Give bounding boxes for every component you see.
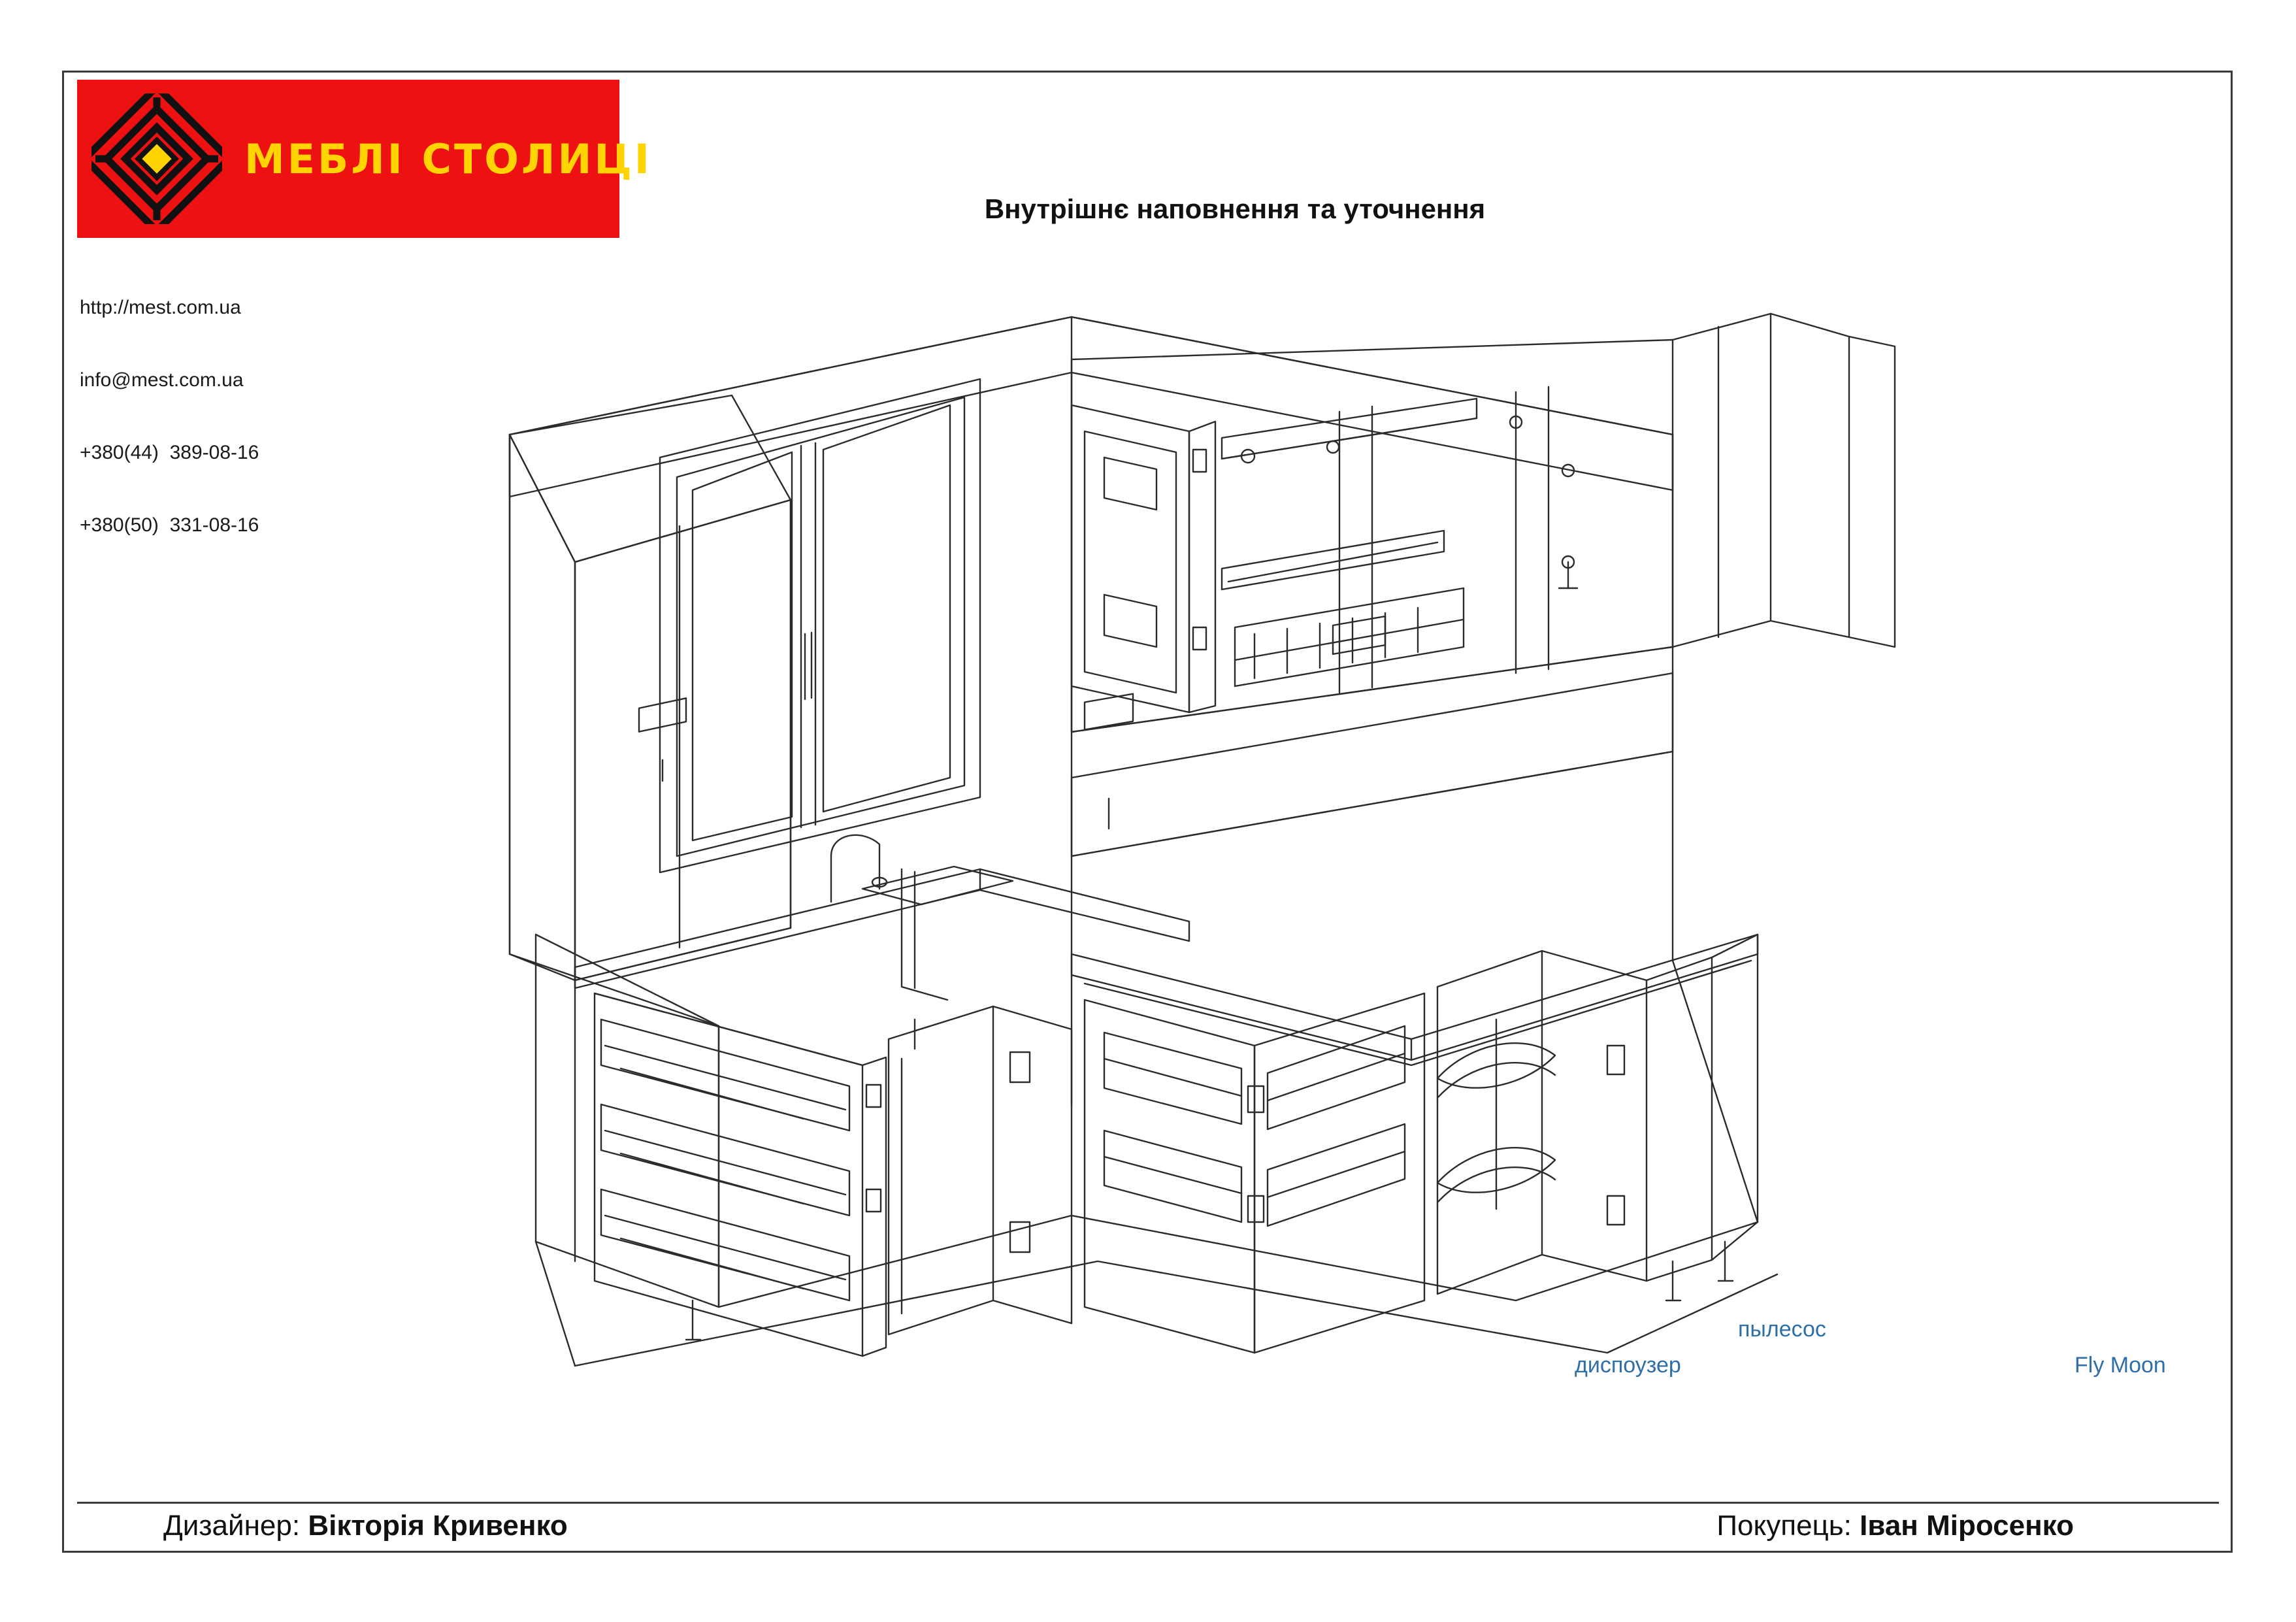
customer-label: Покупець: (1716, 1510, 1852, 1542)
designer-label: Дизайнер: (163, 1510, 301, 1542)
company-contacts (80, 247, 259, 586)
annotation-fly-moon: Fly Moon (2075, 1353, 2166, 1378)
page-title: Внутрішнє наповнення та уточнення (984, 193, 1486, 224)
logo-wordmark: МЕБЛІ СТОЛИЦІ (244, 135, 652, 183)
contact-email: info@mest.com.ua (80, 369, 244, 391)
contact-phone-1: +380(44) 389-08-16 (80, 442, 259, 463)
annotation-disposer: диспоузер (1575, 1353, 1681, 1378)
footer-divider (77, 1502, 2219, 1504)
designer-name: Вікторія Кривенко (308, 1510, 568, 1542)
contact-website: http://mest.com.ua (80, 297, 241, 318)
company-logo (77, 80, 652, 238)
customer-block (1716, 1510, 2074, 1542)
kitchen-perspective-drawing (497, 281, 2166, 1477)
customer-name: Іван Міросенко (1860, 1510, 2074, 1542)
designer-block (163, 1510, 568, 1542)
annotation-vacuum: пылесос (1738, 1317, 1826, 1342)
contact-phone-2: +380(50) 331-08-16 (80, 514, 259, 536)
logo-diamond-icon (91, 93, 222, 224)
